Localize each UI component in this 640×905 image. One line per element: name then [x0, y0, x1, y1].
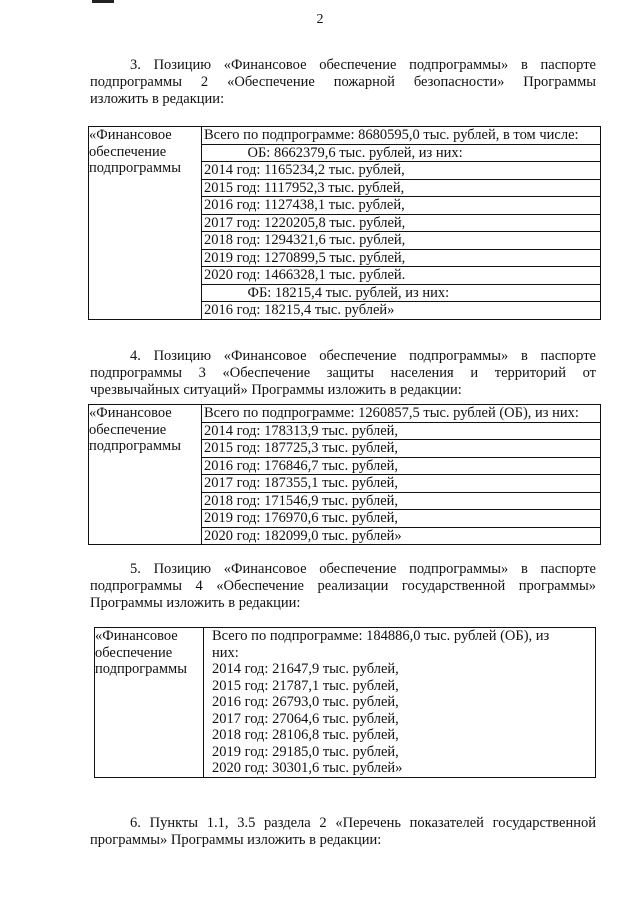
value-line: 2017 год: 187355,1 тыс. рублей,: [202, 475, 600, 493]
value-line: 2017 год: 1220205,8 тыс. рублей,: [202, 215, 600, 233]
table-label-cell: [89, 127, 202, 320]
value-line: 2018 год: 171546,9 тыс. рублей,: [202, 493, 600, 511]
section-6-line: программы» Программы изложить в редакции:: [90, 832, 382, 848]
value-line: 2017 год: 27064,6 тыс. рублей,: [212, 710, 399, 727]
section-4-line: чрезвычайных ситуаций» Программы изложить в редакции:: [90, 382, 462, 398]
label-line: подпрограммы: [89, 160, 181, 176]
section-5-line: 5. Позицию «Финансовое обеспечение подпрограммы» в паспорте: [130, 561, 596, 577]
section-5-text: [90, 561, 596, 612]
value-line: 2020 год: 1466328,1 тыс. рублей.: [202, 267, 600, 285]
value-line: Всего по подпрограмме: 8680595,0 тыс. рублей, в том числе:: [202, 127, 600, 145]
value-line: 2020 год: 182099,0 тыс. рублей»: [204, 527, 402, 544]
label-line: подпрограммы: [95, 661, 187, 677]
value-line: 2018 год: 28106,8 тыс. рублей,: [212, 727, 399, 743]
value-line: 2015 год: 1117952,3 тыс. рублей,: [202, 180, 600, 198]
value-line: Всего по подпрограмме: 184886,0 тыс. рублей (ОБ), из: [212, 628, 550, 644]
table-value-cell: [204, 628, 596, 778]
section-3-table: [88, 126, 601, 320]
value-line: 2016 год: 1127438,1 тыс. рублей,: [202, 197, 600, 215]
value-line: 2018 год: 1294321,6 тыс. рублей,: [202, 232, 600, 250]
section-3-line: 3. Позицию «Финансовое обеспечение подпрограммы» в паспорте: [130, 57, 596, 73]
section-4-text: [90, 348, 596, 399]
section-4-table: [88, 404, 601, 545]
value-line: ФБ: 18215,4 тыс. рублей, из них:: [202, 285, 600, 303]
section-6-text: [90, 815, 596, 849]
value-line: 2016 год: 18215,4 тыс. рублей»: [204, 302, 395, 318]
section-5-table: [94, 627, 596, 778]
value-line: Всего по подпрограмме: 1260857,5 тыс. рублей (ОБ), из них:: [202, 405, 600, 423]
section-5-line: подпрограммы 4 «Обеспечение реализации государственной программы»: [90, 578, 596, 594]
section-4-line: 4. Позицию «Финансовое обеспечение подпрограммы» в паспорте: [130, 348, 596, 364]
value-line: ОБ: 8662379,6 тыс. рублей, из них:: [202, 145, 600, 163]
label-line: обеспечение: [89, 143, 167, 160]
section-3-text: [90, 57, 596, 108]
value-line: 2015 год: 187725,3 тыс. рублей,: [202, 440, 600, 458]
scan-mark: [92, 0, 114, 3]
section-4-line: подпрограммы 3 «Обеспечение защиты населения и территорий от: [90, 365, 596, 381]
value-line: 2014 год: 178313,9 тыс. рублей,: [202, 423, 600, 441]
label-line: подпрограммы: [89, 438, 181, 454]
value-line: 2016 год: 26793,0 тыс. рублей,: [212, 694, 399, 710]
table-value-cell: [202, 405, 601, 545]
label-line: «Финансовое: [89, 127, 172, 143]
value-line: них:: [212, 644, 239, 661]
section-6-line: 6. Пункты 1.1, 3.5 раздела 2 «Перечень показателей государственной: [130, 815, 596, 831]
value-line: 2014 год: 21647,9 тыс. рублей,: [212, 661, 399, 677]
label-line: обеспечение: [89, 421, 167, 438]
table-label-cell: [89, 405, 202, 545]
table-value-cell: [202, 127, 601, 320]
section-3-line: изложить в редакции:: [90, 91, 225, 107]
page-number: 2: [316, 12, 324, 27]
value-line: 2019 год: 1270899,5 тыс. рублей,: [202, 250, 600, 268]
value-line: 2019 год: 176970,6 тыс. рублей,: [202, 510, 600, 528]
value-line: 2019 год: 29185,0 тыс. рублей,: [212, 743, 399, 760]
label-line: «Финансовое: [89, 405, 172, 421]
section-3-line: подпрограммы 2 «Обеспечение пожарной безопасности» Программы: [90, 74, 596, 90]
table-label-cell: [95, 628, 204, 778]
value-line: 2016 год: 176846,7 тыс. рублей,: [202, 458, 600, 476]
label-line: обеспечение: [95, 644, 173, 661]
label-line: «Финансовое: [95, 628, 178, 644]
value-line: 2014 год: 1165234,2 тыс. рублей,: [202, 162, 600, 180]
value-line: 2015 год: 21787,1 тыс. рублей,: [212, 677, 399, 694]
value-line: 2020 год: 30301,6 тыс. рублей»: [212, 760, 403, 776]
section-5-line: Программы изложить в редакции:: [90, 595, 301, 611]
